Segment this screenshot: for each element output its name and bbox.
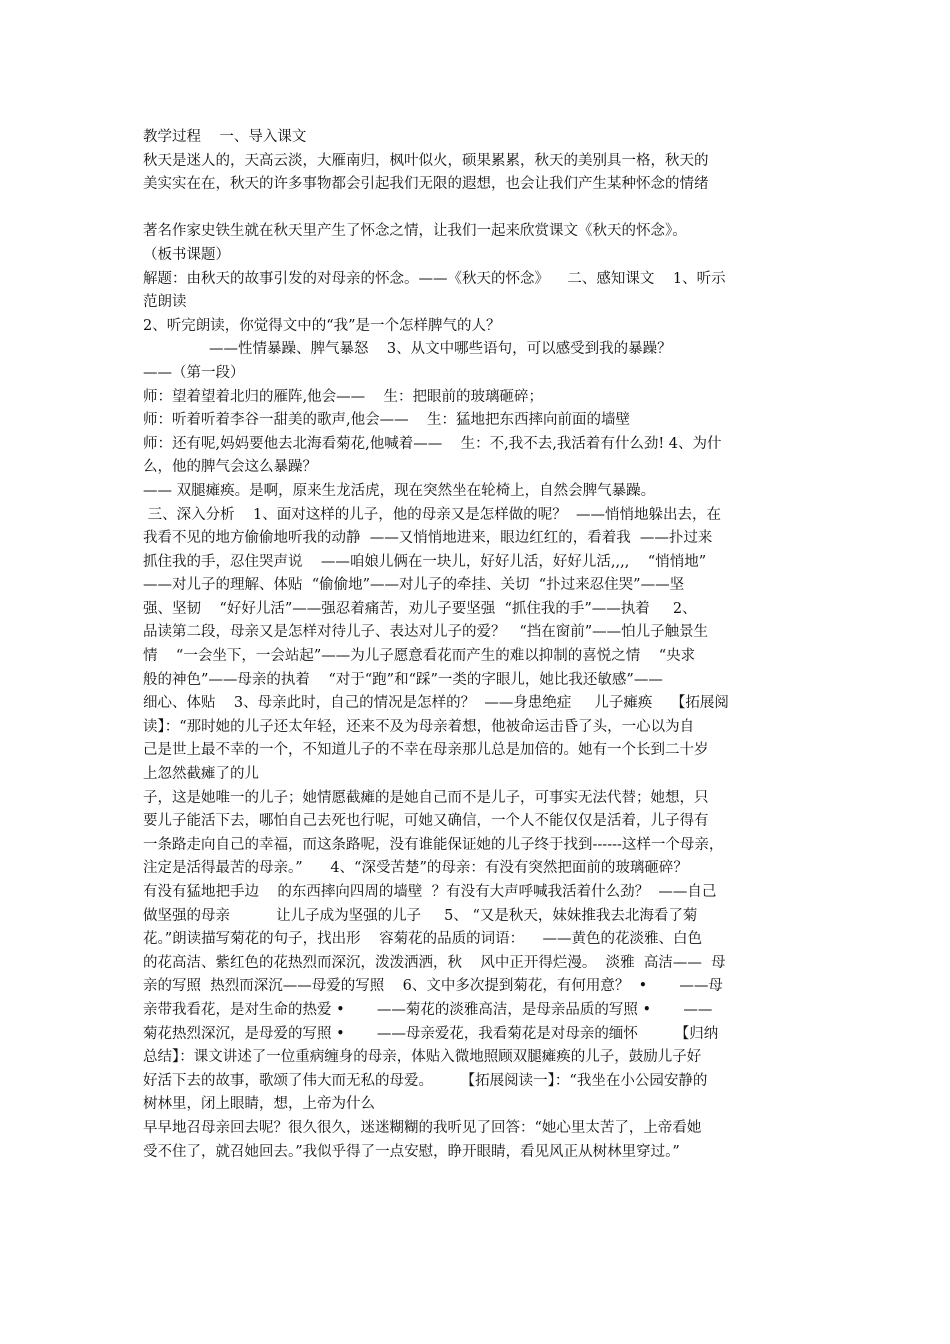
text-line: 好活下去的故事，歌颂了伟大而无私的母爱。 【拓展阅读一】：“我坐在小公园安静的	[143, 1072, 708, 1089]
text-line: 般的神色”——母亲的执着 “对于“跑”和“踩”一类的字眼儿，她比我还敏感”——	[143, 671, 663, 688]
text-line: 2、听完朗读，你觉得文中的“我”是一个怎样脾气的人？	[143, 317, 501, 334]
text-line: 著名作家史铁生就在秋天里产生了怀念之情，让我们一起来欣赏课文《秋天的怀念》。	[143, 223, 687, 240]
text-line: 一条路走向自己的幸福，而这条路呢，没有谁能保证她的儿子终于找到------这样一个母亲，	[143, 836, 724, 853]
text-line: 的花高洁、紫红色的花热烈而深沉，泼泼洒洒，秋 风中正开得烂漫。 淡雅 高洁—— 母	[143, 954, 726, 971]
text-line: 师：望着望着北归的雁阵,他会—— 生：把眼前的玻璃砸碎；	[143, 388, 544, 405]
text-line: 范朗读	[143, 294, 187, 311]
text-line: 三、深入分析 1、面对这样的儿子，他的母亲又是怎样做的呢？ ——悄悄地躲出去，在	[143, 506, 721, 523]
text-line: 读】：“那时她的儿子还太年轻，还来不及为母亲着想，他被命运击昏了头，一心以为自	[143, 718, 695, 735]
text-line: 花。”朗读描写菊花的句子，找出形 容菊花的品质的词语： ——黄色的花淡雅、白色	[143, 931, 703, 948]
text-line: 要儿子能活下去，哪怕自己去死也行呢，可她又确信，一个人不能仅仅是活着，儿子得有	[143, 813, 709, 830]
text-line: 品读第二段，母亲又是怎样对待儿子、表达对儿子的爱？ “挡在窗前”——怕儿子触景生	[143, 624, 709, 641]
text-line: 注定是活得最苦的母亲。” 4、“深受苦楚”的母亲：有没有突然把面前的玻璃砸碎？	[143, 860, 688, 877]
text-line: 受不住了，就召她回去。”我似乎得了一点安慰，睁开眼睛，看见风正从树林里穿过。”	[143, 1143, 680, 1160]
text-line: 美实实在在，秋天的许多事物都会引起我们无限的遐想，也会让我们产生某种怀念的情绪	[143, 176, 709, 193]
analysis-block	[143, 362, 823, 1164]
text-line: 亲的写照 热烈而深沉——母爱的写照 6、文中多次提到菊花，有何用意？ • ——母	[143, 978, 723, 995]
text-line: 做坚强的母亲 让儿子成为坚强的儿子 5、 “又是秋天，妹妹推我去北海看了菊	[143, 907, 698, 924]
text-line: 有没有猛地把手边 的东西摔向四周的墙壁 ？有没有大声呼喊我活着什么劲？ ——自己	[143, 884, 717, 900]
text-line: 子，这是她唯一的儿子；她情愿截瘫的是她自己而不是儿子，可事实无法代替；她想，只	[143, 789, 709, 806]
text-line: 教学过程 一、导入课文	[143, 129, 307, 145]
text-line: 菊花热烈深沉，是母爱的写照 • ——母亲爱花，我看菊花是对母亲的缅怀 【归纳	[143, 1025, 719, 1042]
indented-answer-line: ——性情暴躁、脾气暴怒 3、从文中哪些语句，可以感受到我的暴躁？	[209, 341, 672, 358]
text-line: 师：听着听着李谷一甜美的歌声,他会—— 生：猛地把东西摔向前面的墙壁	[143, 412, 631, 429]
text-line: 情 “一会坐下，一会站起”——为儿子愿意看花而产生的难以抑制的喜悦之情 “央求	[143, 648, 696, 665]
blank-line	[143, 197, 823, 221]
lesson-block	[143, 220, 823, 362]
text-line: 强、坚韧 “好好儿活”——强忍着痛苦，劝儿子要坚强 “抓住我的手”——执着 2、	[143, 600, 697, 617]
text-line: ——对儿子的理解、体贴 “偷偷地”——对儿子的牵挂、关切 “扑过来忍住哭”——坚	[143, 577, 685, 594]
intro-block	[143, 126, 823, 197]
text-line: 树林里，闭上眼睛，想，上帝为什么	[143, 1096, 375, 1113]
text-line: 亲带我看花，是对生命的热爱 • ——菊花的淡雅高洁，是母亲品质的写照 • ——	[143, 1001, 713, 1018]
text-line: 早早地召母亲回去呢？很久很久，迷迷糊糊的我听见了回答：“她心里太苦了，上帝看她	[143, 1119, 702, 1136]
text-line: —— 双腿瘫痪。是啊，原来生龙活虎，现在突然坐在轮椅上，自然会脾气暴躁。	[143, 482, 656, 499]
text-line: （板书课题）	[143, 246, 230, 263]
text-line: ——（第一段）	[143, 364, 245, 381]
document-page	[143, 126, 823, 1164]
text-line: 秋天是迷人的，天高云淡，大雁南归，枫叶似火，硕果累累，秋天的美别具一格，秋天的	[143, 152, 709, 169]
text-line: 总结】：课文讲述了一位重病缠身的母亲，体贴入微地照顾双腿瘫痪的儿子，鼓励儿子好	[143, 1049, 702, 1066]
text-line: 么，他的脾气会这么暴躁？	[143, 459, 317, 476]
text-line: 上忽然截瘫了的儿	[143, 766, 259, 783]
text-line: 细心、体贴 3、母亲此时，自己的情况是怎样的？ ——身患绝症 儿子瘫痪 【拓展阅	[143, 695, 729, 712]
text-line: 我看不见的地方偷偷地听我的动静 ——又悄悄地进来，眼边红红的，看着我 ——扑过来	[143, 530, 713, 547]
text-line: 解题：由秋天的故事引发的对母亲的怀念。——《秋天的怀念》 二、感知课文 1、听示	[143, 270, 726, 287]
text-line: 抓住我的手，忍住哭声说 ——咱娘儿俩在一块儿，好好儿活，好好儿活,,,, “悄悄地”	[143, 553, 707, 570]
text-line: 师：还有呢,妈妈要他去北海看菊花,他喊着—— 生：不,我不去,我活着有什么劲! 4、为什	[143, 435, 722, 452]
text-line: 己是世上最不幸的一个，不知道儿子的不幸在母亲那儿总是加倍的。她有一个长到二十岁	[143, 742, 709, 759]
